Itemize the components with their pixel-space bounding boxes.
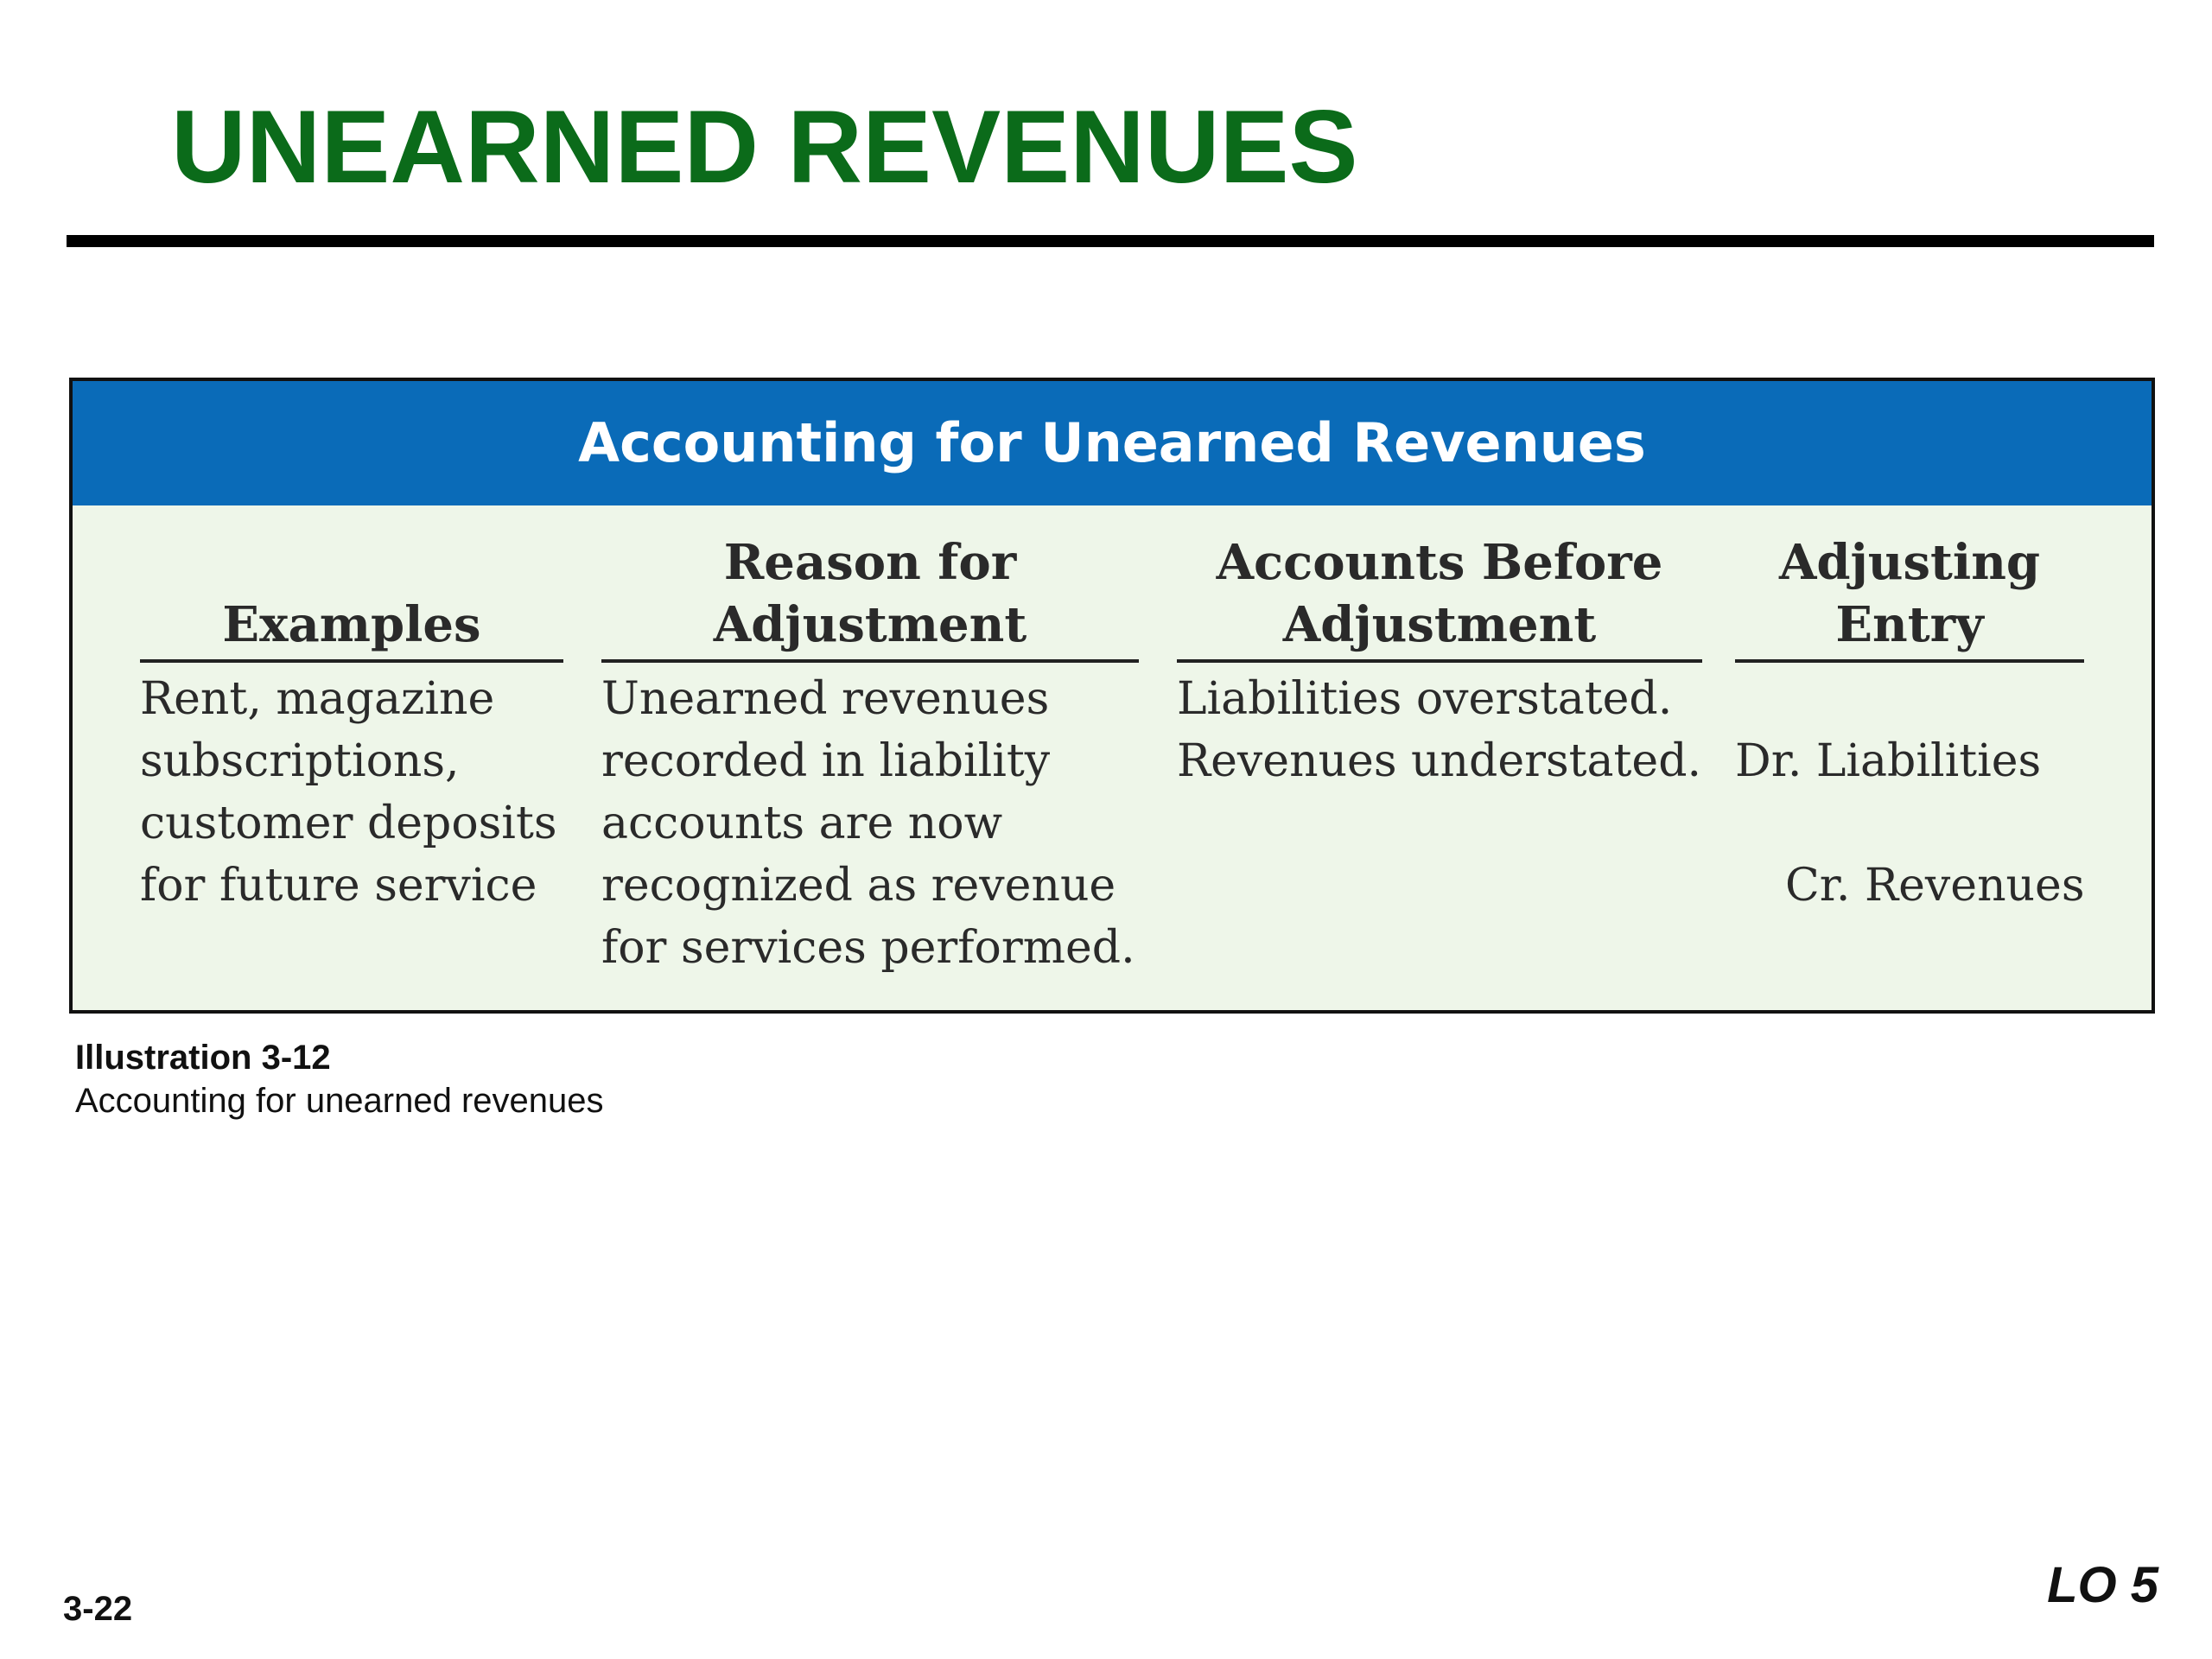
slide-title: UNEARNED REVENUES	[171, 89, 1358, 205]
column-body-reason: Unearned revenues recorded in liability accounts are now recognized as revenue for services performed.	[601, 673, 1135, 974]
column-rule	[1177, 659, 1702, 663]
debit-entry: Dr. Liabilities	[1735, 735, 2042, 787]
column-rule	[1735, 659, 2084, 663]
column-body-accounts-before: Liabilities overstated. Revenues understated.	[1177, 673, 1702, 787]
illustration-number: Illustration 3-12	[75, 1039, 331, 1077]
page-number: 3-22	[63, 1590, 133, 1628]
column-heading-adjusting-entry: Adjusting Entry	[1778, 534, 2041, 653]
column-heading-reason: Reason for Adjustment	[713, 534, 1027, 653]
column-body-adjusting-entry	[1735, 668, 2084, 979]
table-header-banner: Accounting for Unearned Revenues	[73, 381, 2152, 505]
illustration-caption: Accounting for unearned revenues	[75, 1082, 604, 1120]
column-rule	[601, 659, 1139, 663]
learning-objective-label: LO 5	[2047, 1557, 2158, 1613]
column-body-examples: Rent, magazine subscriptions, customer deposits for future service	[140, 673, 557, 912]
credit-entry: Cr. Revenues	[1785, 860, 2085, 912]
illustration-table	[69, 378, 2155, 1014]
column-heading-examples: Examples	[222, 596, 481, 653]
column-heading-accounts-before: Accounts Before Adjustment	[1216, 534, 1663, 653]
column-rule	[140, 659, 563, 663]
title-divider	[67, 235, 2154, 247]
